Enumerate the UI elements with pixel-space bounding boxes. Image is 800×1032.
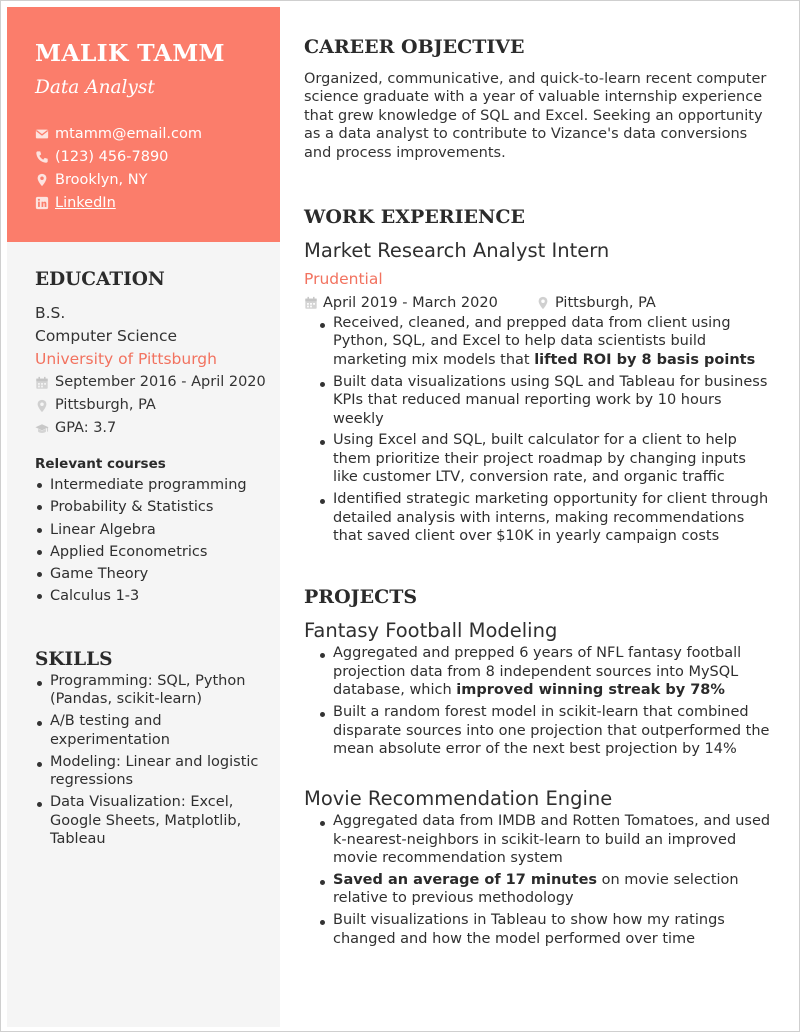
location-text: Brooklyn, NY [55, 171, 148, 188]
list-item: Built a random forest model in scikit-learn that combined disparate sources into one projection that outperformed the mean absolute error of the next best projection by 14% [318, 703, 774, 758]
job-meta [304, 292, 774, 314]
list-item: Calculus 1-3 [35, 585, 280, 607]
phone-icon [35, 150, 49, 164]
courses-list [35, 474, 280, 608]
company-name: Prudential [304, 270, 383, 289]
list-item: A/B testing and experimentation [35, 712, 280, 749]
objective-text: Organized, communicative, and quick-to-learn recent computer science graduate with a year of valuable internship experience that grew knowledge of SQL and Excel. Seeking an opportunity as a data analyst to contribute to Vizance's data conversions and process improvements. [304, 71, 767, 161]
job-location [536, 292, 656, 314]
list-item: Built visualizations in Tableau to show how my ratings changed and how the model performed over time [318, 911, 774, 948]
field-of-study: Computer Science [35, 327, 178, 345]
list-item: Identified strategic marketing opportunity for client through detailed analysis with interns, making recommendations that saved client over $10K in yearly campaign costs [318, 490, 774, 545]
work-heading: WORK EXPERIENCE [304, 206, 525, 229]
work-section [304, 205, 774, 545]
projects-section [304, 585, 774, 948]
objective-section [304, 35, 774, 162]
education-location-text: Pittsburgh, PA [55, 397, 156, 413]
project-bullets [304, 644, 774, 758]
calendar-icon [35, 376, 49, 390]
candidate-name: MALIK TAMM [35, 39, 225, 67]
position-title: Market Research Analyst Intern [304, 239, 610, 263]
sidebar [7, 7, 280, 1027]
envelope-icon [35, 127, 49, 141]
list-item: Aggregated data from IMDB and Rotten Tomatoes, and used k-nearest-neighbors in scikit-learn to build an improved movie recommendation system [318, 812, 774, 867]
list-item: Modeling: Linear and logistic regressions [35, 753, 280, 790]
location-pin-icon [35, 399, 49, 413]
job-title: Data Analyst [35, 77, 155, 98]
main-column [304, 35, 774, 952]
list-item: Applied Econometrics [35, 541, 280, 563]
skills-heading: SKILLS [35, 648, 113, 670]
list-item: Linear Algebra [35, 519, 280, 541]
calendar-icon [304, 296, 318, 310]
contact-phone[interactable] [35, 145, 280, 168]
education-gpa [35, 417, 280, 440]
list-item: Built data visualizations using SQL and Tableau for business KPIs that reduced manual reporting work by 10 hours weekly [318, 373, 774, 428]
contact-email[interactable] [35, 122, 280, 145]
list-item: Probability & Statistics [35, 496, 280, 518]
objective-heading: CAREER OBJECTIVE [304, 36, 525, 58]
location-pin-icon [536, 296, 550, 310]
email-text: mtamm@email.com [55, 125, 203, 142]
location-pin-icon [35, 173, 49, 187]
sidebar-body [7, 268, 280, 849]
courses-heading: Relevant courses [35, 456, 166, 472]
school-name: University of Pittsburgh [35, 350, 217, 368]
list-item: Saved an average of 17 minutes on movie selection relative to previous methodology [318, 871, 774, 908]
skills-section [35, 648, 280, 849]
list-item: Intermediate programming [35, 474, 280, 496]
graduation-cap-icon [35, 422, 49, 436]
project-title: Fantasy Football Modeling [304, 619, 558, 643]
linkedin-link[interactable]: LinkedIn [55, 194, 116, 211]
job-location-text: Pittsburgh, PA [555, 295, 656, 312]
phone-text: (123) 456-7890 [55, 148, 169, 165]
project-title: Movie Recommendation Engine [304, 787, 613, 811]
contact-linkedin[interactable] [35, 191, 280, 214]
list-item: Game Theory [35, 563, 280, 585]
list-item: Received, cleaned, and prepped data from client using Python, SQL, and Excel to help data scientists build marketing mix models that lifted ROI by 8 basis points [318, 314, 774, 369]
education-heading: EDUCATION [35, 269, 165, 290]
job-dates-text: April 2019 - March 2020 [323, 295, 498, 312]
list-item: Data Visualization: Excel, Google Sheets, Matplotlib, Tableau [35, 793, 280, 849]
projects-heading: PROJECTS [304, 586, 418, 609]
header-banner [7, 7, 280, 242]
work-bullets [304, 314, 774, 545]
list-item: Programming: SQL, Python (Pandas, scikit-learn) [35, 672, 280, 709]
project-bullets [304, 812, 774, 948]
linkedin-icon [35, 196, 49, 210]
list-item: Using Excel and SQL, built calculator for a client to help them prioritize their project roadmap by changing inputs like customer LTV, conversion rate, and organic traffic [318, 431, 774, 486]
skills-list [35, 672, 280, 849]
education-section [35, 268, 280, 608]
contact-list [35, 122, 280, 214]
education-location [35, 394, 280, 417]
list-item: Aggregated and prepped 6 years of NFL fantasy football projection data from 8 independent sources into MySQL database, which improved winning streak by 78% [318, 644, 774, 699]
contact-location [35, 168, 280, 191]
job-dates [304, 292, 536, 314]
education-dates [35, 371, 280, 394]
education-dates-text: September 2016 - April 2020 [55, 374, 266, 390]
gpa-text: GPA: 3.7 [55, 420, 117, 436]
degree: B.S. [35, 304, 66, 322]
